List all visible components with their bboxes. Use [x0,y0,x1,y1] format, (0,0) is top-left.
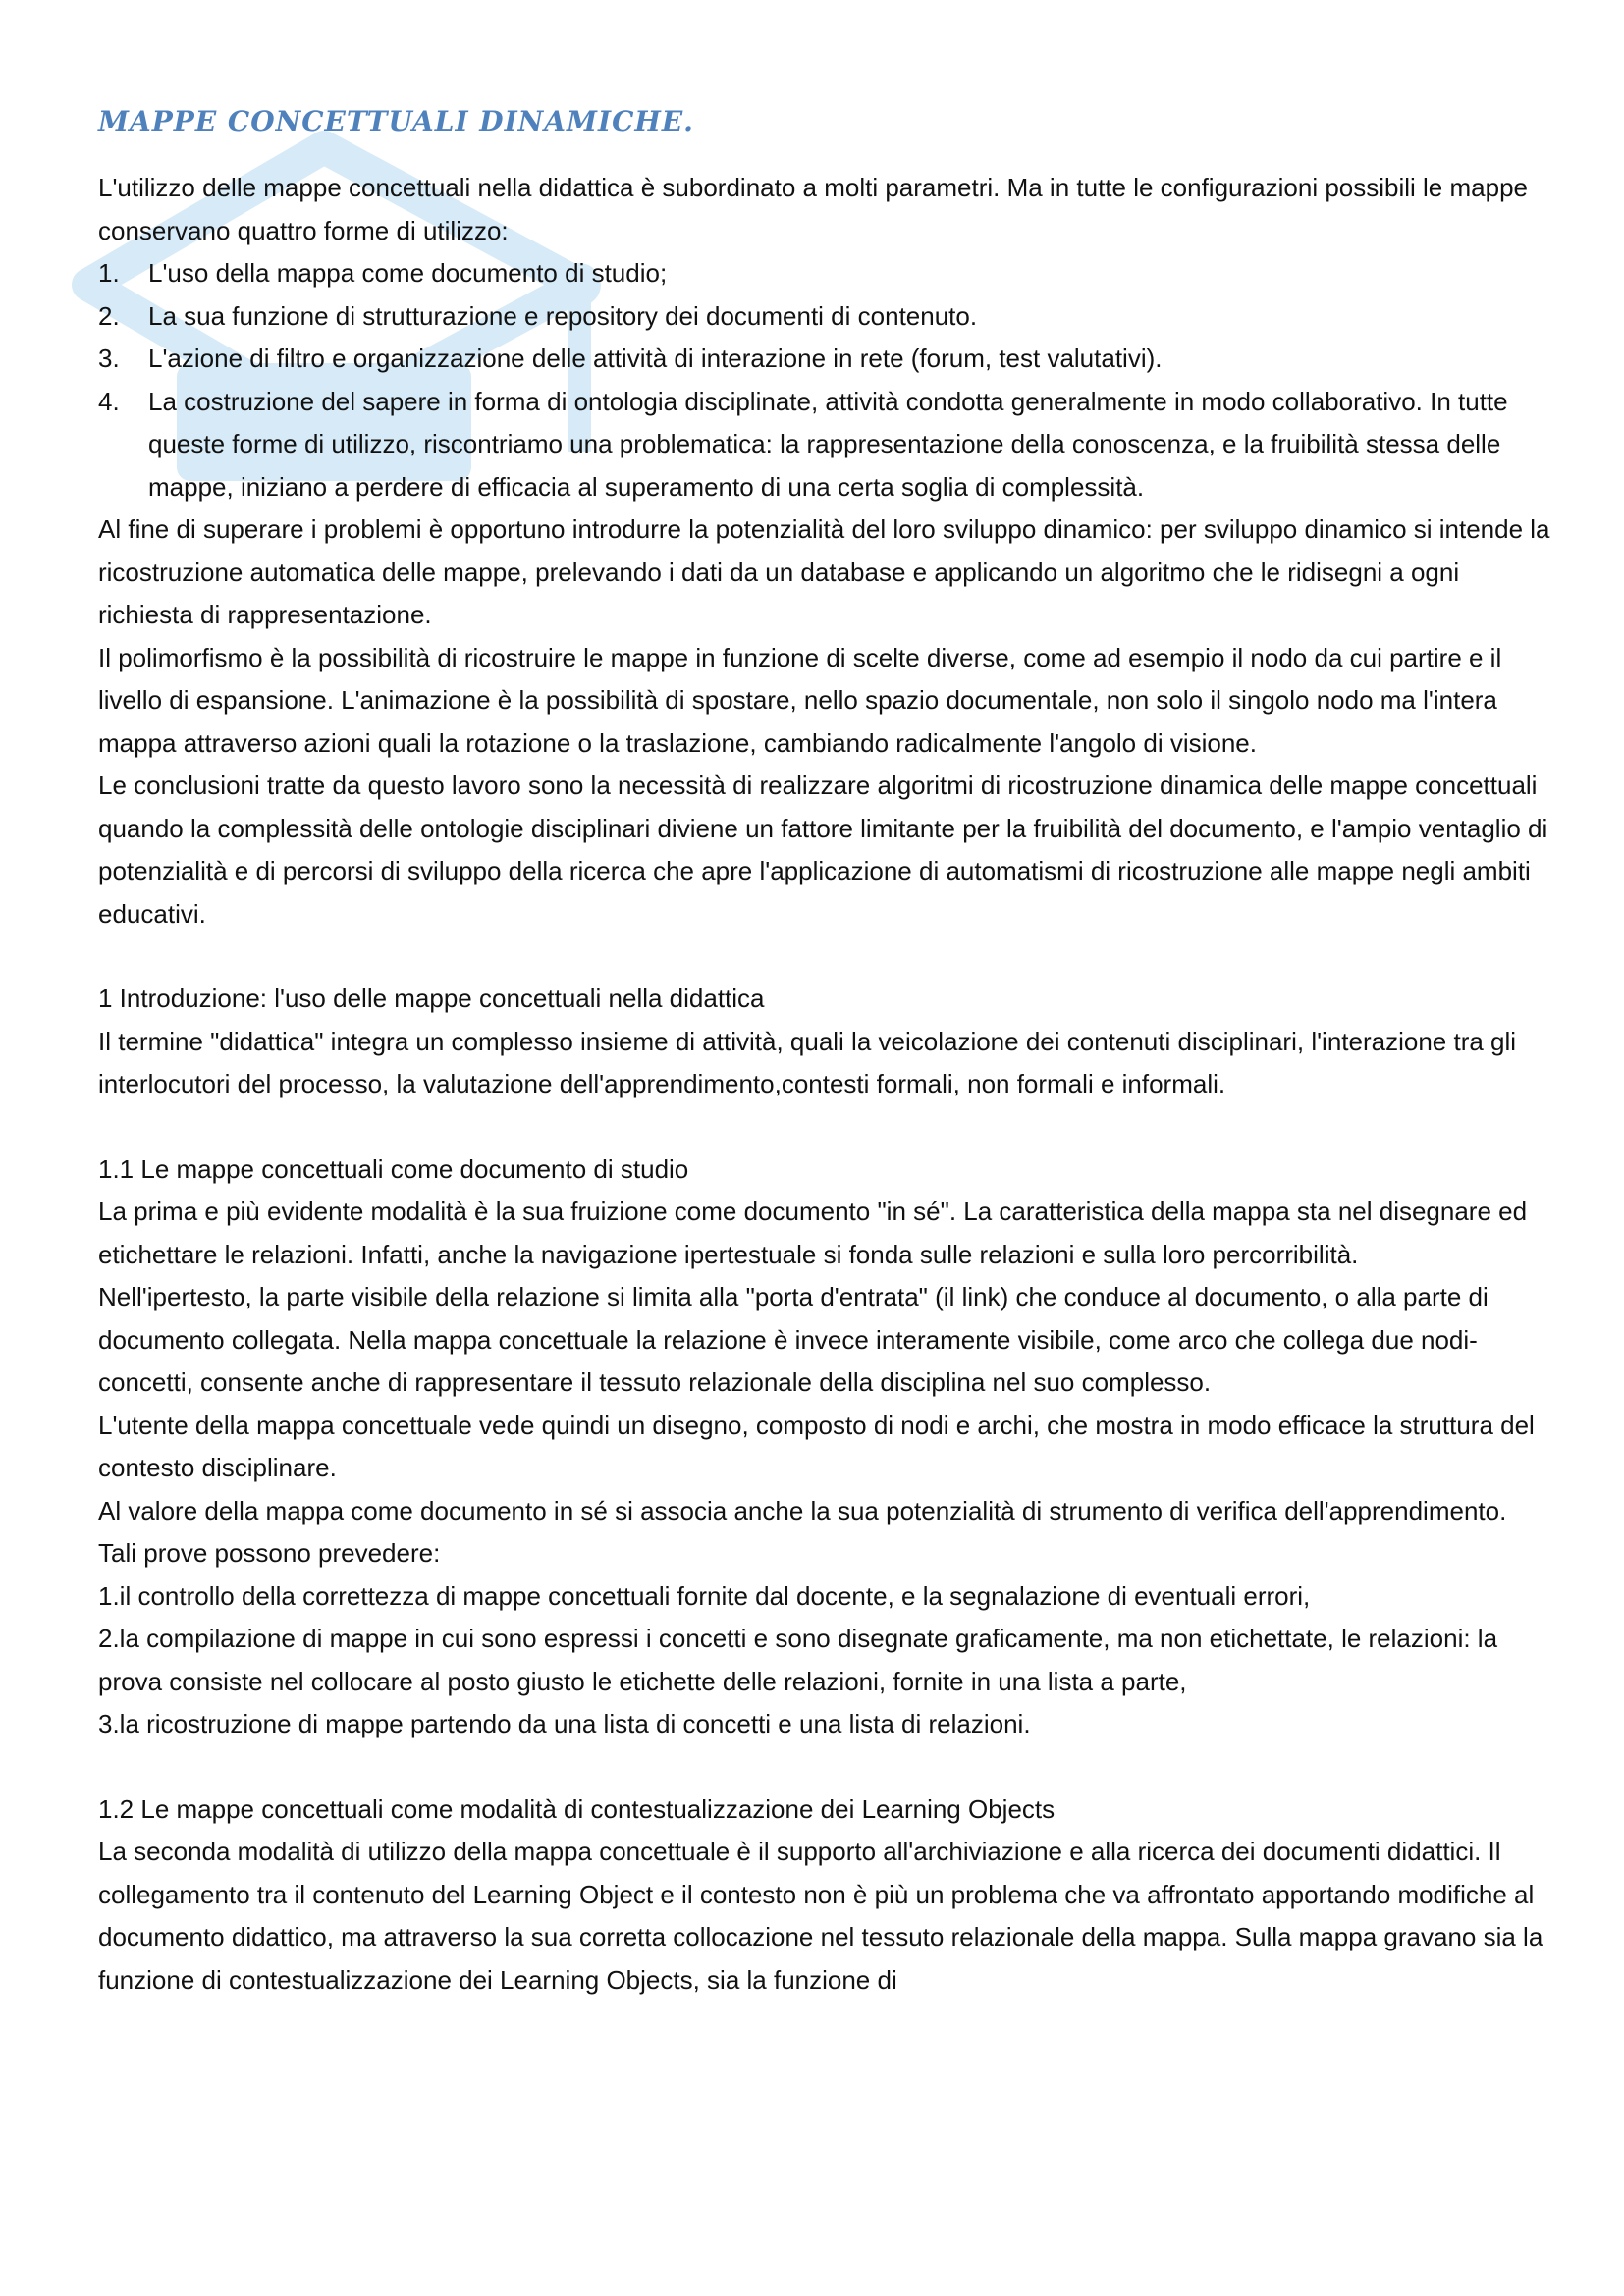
usage-forms-list [98,252,1551,508]
list-item: 3. L'azione di filtro e organizzazione delle attività di interazione in rete (forum, test valutativi). [98,344,1163,373]
section-1-1-heading: 1.1 Le mappe concettuali come documento di studio [98,1153,689,1184]
section-1-1-paragraph-6: 2.la compilazione di mappe in cui sono espressi i concetti e sono disegnate graficamente, ma non etichettate, le relazioni: la prova consiste nel collocare al posto giusto le etichette delle relazioni, fornite in una lista a parte, [98,1624,1498,1696]
section-1-1-paragraph-2: Nell'ipertesto, la parte visibile della relazione si limita alla "porta d'entrata" (il link) che conduce al documento, o alla parte di documento collegata. Nella mappa concettuale la relazione è invece interamente visibile, come arco che collega due nodi-concetti, consente anche di rappresentare il tessuto relazionale della disciplina nel suo complesso. [98,1282,1489,1397]
section-1-1-paragraph-4: Al valore della mappa come documento in sé si associa anche la sua potenzialità di strumento di verifica dell'apprendimento. Tali prove possono prevedere: [98,1495,1507,1568]
document-title: MAPPE CONCETTUALI DINAMICHE. [98,105,694,137]
list-item: 2. La sua funzione di strutturazione e repository dei documenti di contenuto. [98,300,978,331]
section-1-1-paragraph-3: L'utente della mappa concettuale vede quindi un disegno, composto di nodi e archi, che mostra in modo efficace la struttura del contesto disciplinare. [98,1410,1535,1482]
section-1-paragraph: Il termine "didattica" integra un complesso insieme di attività, quali la veicolazione dei contenuti disciplinari, l'interazione tra gli interlocutori del processo, la valutazione dell'apprendimento,contesti formali, non formali e informali. [98,1026,1517,1098]
section-1-1-paragraph-5: 1.il controllo della correttezza di mappe concettuali fornite dal docente, e la segnalazione di eventuali errori, [98,1580,1311,1611]
section-1-2-heading: 1.2 Le mappe concettuali come modalità di contestualizzazione dei Learning Objects [98,1793,1056,1824]
intro-paragraph-2: Al fine di superare i problemi è opportuno introdurre la potenzialità del loro sviluppo dinamico: per sviluppo dinamico si intende la ricostruzione automatica delle mappe, prelevando i dati da un database e applicando un algoritmo che le ridisegni a ogni richiesta di rappresentazione. [98,514,1550,629]
intro-paragraph-1: L'utilizzo delle mappe concettuali nella didattica è subordinato a molti parametri. Ma in tutte le configurazioni possibili le mappe conservano quattro forme di utilizzo: [98,173,1528,245]
section-1-2-paragraph-1: La seconda modalità di utilizzo della mappa concettuale è il supporto all'archiviazione e alla ricerca dei documenti didattici. Il collegamento tra il contenuto del Learning Object e il contesto non è più un problema che va affrontato apportando modifiche al documento didattico, ma attraverso la sua corretta collocazione nel tessuto relazionale della mappa. Sulla mappa gravano sia la funzione di contestualizzazione dei Learning Objects, sia la funzione di [98,1837,1543,1995]
list-item: 1. L'uso della mappa come documento di studio; [98,258,668,288]
section-1-1-paragraph-7: 3.la ricostruzione di mappe partendo da una lista di concetti e una lista di relazioni. [98,1709,1031,1738]
intro-paragraph-3: Il polimorfismo è la possibilità di ricostruire le mappe in funzione di scelte diverse, come ad esempio il nodo da cui partire e il livello di espansione. L'animazione è la possibilità di spostare, nello spazio documentale, non solo il singolo nodo ma l'intera mappa attraverso azioni quali la rotazione o la traslazione, cambiando radicalmente l'angolo di visione. [98,642,1502,758]
document-page [98,98,1551,2002]
intro-paragraph-4: Le conclusioni tratte da questo lavoro sono la necessità di realizzare algoritmi di ricostruzione dinamica delle mappe concettuali quando la complessità delle ontologie disciplinari diviene un fattore limitante per la fruibilità del documento, e l'ampio ventaglio di potenzialità e di percorsi di sviluppo della ricerca che apre l'applicazione di automatismi di ricostruzione alle mappe negli ambiti educativi. [98,771,1548,929]
section-1-1-paragraph-1: La prima e più evidente modalità è la sua fruizione come documento "in sé". La caratteristica della mappa sta nel disegnare ed etichettare le relazioni. Infatti, anche la navigazione ipertestuale si fonda sulle relazioni e sulla loro percorribilità. [98,1197,1528,1269]
list-item: 4. La costruzione del sapere in forma di ontologia disciplinate, attività condotta generalmente in modo collaborativo. In tutte queste forme di utilizzo, riscontriamo una problematica: la rappresentazione della conoscenza, e la fruibilità stessa delle mappe, iniziano a perdere di efficacia al superamento di una certa soglia di complessità. [98,386,1508,502]
section-1-heading: 1 Introduzione: l'uso delle mappe concettuali nella didattica [98,984,765,1013]
